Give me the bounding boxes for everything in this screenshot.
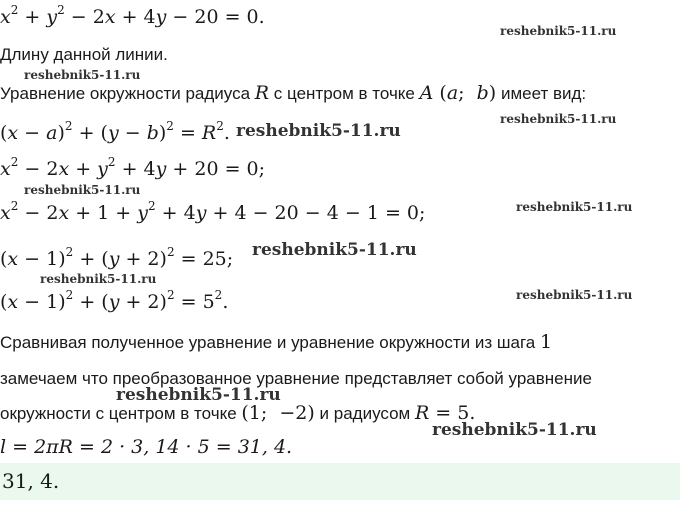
- text-part: Сравнивая полученное уравнение и уравнение окружности из шага: [0, 333, 540, 352]
- line-conclusion: замечаем что преобразованное уравнение представляет собой уравнение: [0, 369, 592, 388]
- line-circle-equation-intro: [0, 82, 586, 104]
- line-comparison: [0, 331, 552, 353]
- line-center-radius: [0, 402, 475, 424]
- math-step-number: 1: [539, 331, 553, 353]
- answer-box: [0, 463, 680, 500]
- equation-step-2: $x^2 - 2x + 1 + y^2 + 4y + 4 - 20 - 4 - 1 = 0$;: [0, 199, 426, 224]
- watermark: reshebnik5-11.ru: [236, 121, 401, 141]
- equation-length: l = 2πR = 2 · 3, 14 · 5 = 31, 4.: [0, 436, 293, 458]
- math-center: (1; −2): [241, 402, 315, 424]
- equation-step-4: $(x - 1)^2 + (y + 2)^2 = 5^2$.: [0, 288, 229, 313]
- text-part: Уравнение окружности радиуса: [0, 84, 255, 103]
- math-R: R: [254, 82, 270, 104]
- watermark: reshebnik5-11.ru: [40, 272, 157, 286]
- text-part: имеет вид:: [496, 84, 587, 103]
- text-part: и радиусом: [314, 404, 415, 423]
- watermark: reshebnik5-11.ru: [24, 183, 141, 197]
- line-find-length: Длину данной линии.: [0, 45, 168, 64]
- math-point-A: A (a; b): [419, 82, 497, 104]
- text-part: окружности с центром в точке: [0, 404, 242, 423]
- math-radius: R = 5.: [414, 402, 476, 424]
- watermark: reshebnik5-11.ru: [516, 288, 633, 302]
- answer-value: 31, 4.: [2, 469, 60, 493]
- watermark: reshebnik5-11.ru: [516, 200, 633, 214]
- equation-circle-general: $(x - a)^2 + (y - b)^2 = R^2$.: [0, 119, 230, 144]
- watermark: reshebnik5-11.ru: [500, 24, 617, 38]
- equation-given: $x^2 + y^2 - 2x + 4y - 20 = 0$.: [0, 3, 265, 28]
- equation-step-3: $(x - 1)^2 + (y + 2)^2 = 25$;: [0, 245, 234, 270]
- watermark: reshebnik5-11.ru: [500, 112, 617, 126]
- watermark: reshebnik5-11.ru: [252, 240, 417, 260]
- text-part: с центром в точке: [269, 84, 420, 103]
- watermark: reshebnik5-11.ru: [116, 385, 281, 405]
- equation-step-1: $x^2 - 2x + y^2 + 4y + 20 = 0$;: [0, 155, 266, 180]
- watermark: reshebnik5-11.ru: [24, 68, 141, 82]
- watermark: reshebnik5-11.ru: [432, 420, 597, 440]
